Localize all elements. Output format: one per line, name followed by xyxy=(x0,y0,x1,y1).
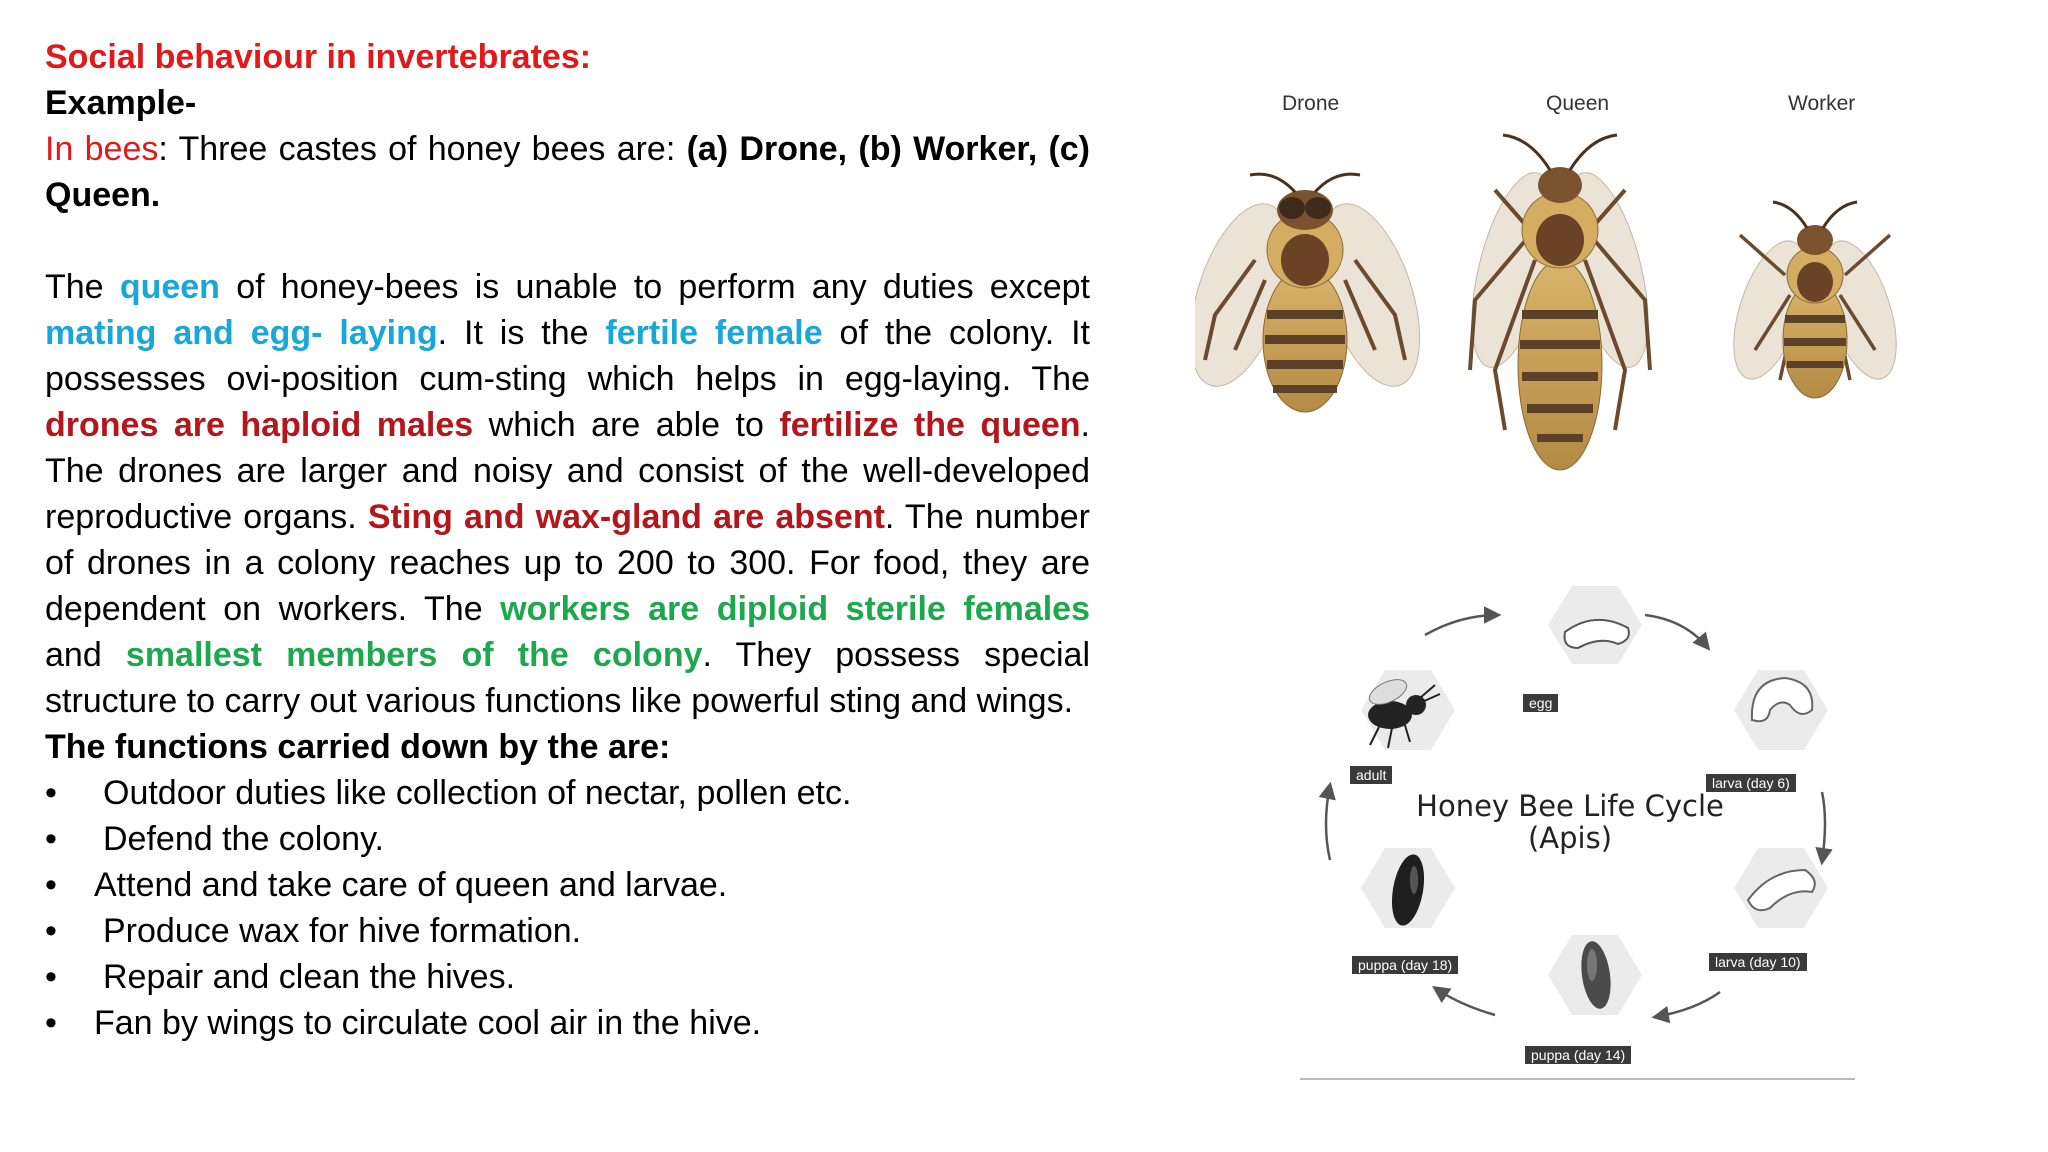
cycle-arrow xyxy=(1326,785,1330,860)
para-text: . It is the xyxy=(437,314,606,352)
stage-label-puppa-18: puppa (day 18) xyxy=(1352,956,1458,974)
para-text: and xyxy=(45,636,126,674)
cycle-arrow xyxy=(1645,615,1708,648)
highlight-fertile: fertile female xyxy=(605,314,823,352)
para-text: of the colony. It possesses ovi-position cum-sting which helps in egg-laying. The xyxy=(45,314,1090,398)
stage-label-adult: adult xyxy=(1350,766,1392,784)
life-cycle-title-line2: (Apis) xyxy=(1527,821,1613,855)
para-text: . The drones are larger and noisy and consist of the well-developed reproductive organs. xyxy=(45,406,1090,536)
para-text: which are able to xyxy=(473,406,780,444)
worker-icon xyxy=(1719,202,1911,398)
bees-intro-text: : Three castes of honey bees are: xyxy=(158,130,687,168)
cycle-arrow xyxy=(1435,988,1495,1015)
stage-label-puppa-14: puppa (day 14) xyxy=(1525,1046,1631,1064)
functions-list xyxy=(45,770,1090,1046)
slide-heading: Social behaviour in invertebrates: xyxy=(45,38,592,76)
text-column xyxy=(45,34,1090,1046)
stage-label-larva-6: larva (day 6) xyxy=(1706,774,1796,792)
functions-heading: The functions carried down by the are: xyxy=(45,728,671,766)
para-text: . The number of drones in a colony reaches up to 200 to 300. For food, they are dependent on workers. The xyxy=(45,498,1090,628)
list-item: • Attend and take care of queen and larvae. xyxy=(45,862,1090,908)
life-cycle-title-line1: Honey Bee Life Cycle xyxy=(1416,789,1724,823)
highlight-fertilize: fertilize the queen xyxy=(779,406,1081,444)
stage-label-egg: egg xyxy=(1523,694,1558,712)
cycle-arrow xyxy=(1655,992,1720,1017)
highlight-queen: queen xyxy=(119,268,220,306)
para-text: . They possess special structure to carry out various functions like powerful sting and wings. xyxy=(45,636,1090,720)
cycle-arrow xyxy=(1425,615,1498,635)
highlight-mating: mating and egg- laying xyxy=(45,314,438,352)
list-item: • Repair and clean the hives. xyxy=(45,954,1090,1000)
worker-label: Worker xyxy=(1788,92,1856,115)
queen-label: Queen xyxy=(1546,92,1610,115)
cycle-arrow xyxy=(1822,792,1825,862)
drone-icon xyxy=(1195,174,1439,412)
list-item: • Fan by wings to circulate cool air in the hive. xyxy=(45,1000,1090,1046)
example-label: Example- xyxy=(45,84,197,122)
life-cycle-title xyxy=(1380,790,1760,854)
list-item: • Defend the colony. xyxy=(45,816,1090,862)
para-text: The xyxy=(45,268,120,306)
highlight-smallest: smallest members of the colony xyxy=(125,636,703,674)
highlight-sting: Sting and wax-gland are absent xyxy=(367,498,885,536)
bee-castes-illustration xyxy=(1195,110,1915,480)
highlight-drones: drones are haploid males xyxy=(45,406,474,444)
list-item: • Produce wax for hive formation. xyxy=(45,908,1090,954)
stage-label-larva-10: larva (day 10) xyxy=(1709,953,1807,971)
queen-icon xyxy=(1456,135,1664,470)
list-item: • Outdoor duties like collection of nectar, pollen etc. xyxy=(45,770,1090,816)
drone-label: Drone xyxy=(1282,92,1340,115)
castes-paragraph xyxy=(45,264,1090,724)
highlight-workers: workers are diploid sterile females xyxy=(500,590,1091,628)
bees-castes: (a) Drone, (b) Worker, (c) Queen. xyxy=(45,130,1090,214)
para-text: of honey-bees is unable to perform any duties except xyxy=(219,268,1090,306)
bees-intro xyxy=(45,126,1090,218)
bees-intro-label: In bees xyxy=(45,130,159,168)
